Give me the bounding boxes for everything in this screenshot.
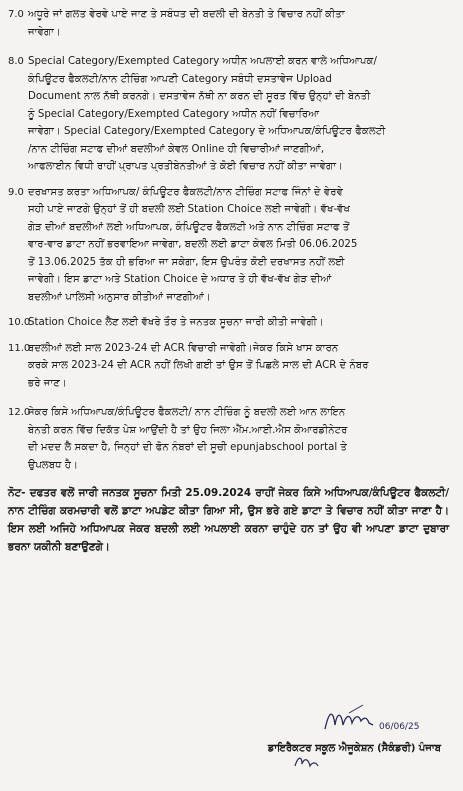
clause-number: 12.0 — [8, 407, 31, 418]
clause-number: 10.0 — [8, 317, 31, 328]
clause-9 — [8, 184, 449, 307]
clause-text: ਬਦਲੀਆਂ ਲਈ ਸਾਲ 2023-24 ਦੀ ACR ਵਿਚਾਰੀ ਜਾਵੇਗੀ।ਜੇਕਰ ਕਿਸੇ ਖਾਸ ਕਾਰਨ ਕਰਕੇ ਸਾਲ 2023-24 ਦੀ ACR ਨਹੀਂ ਲਿਖੀ ਗਈ ਤਾਂ ਉਸ ਤੋਂ ਪਿਛਲੇ ਸਾਲ ਦੀ ACR ਦੇ ਨੰਬਰ ਭਰੇ ਜਾਣ। — [28, 342, 369, 389]
clause-text: Special Category/Exempted Category ਅਧੀਨ ਅਪਲਾਈ ਕਰਨ ਵਾਲੇ ਅਧਿਆਪਕ/ ਕੰਪਿਊਟਰ ਫੈਕਲਟੀ/ਨਾਨ ਟੀਚਿੰਗ ਆਪਣੀ Category ਸਬੰਧੀ ਦਸਤਾਵੇਜ Upload Document ਨਾਲ ਨੱਥੀ ਕਰਨਗੇ। ਦਸਤਾਵੇਜ ਨੱਥੀ ਨਾ ਕਰਨ ਦੀ ਸੂਰਤ ਵਿੱਚ ਉਨ੍ਹਾਂ ਦੀ ਬੇਨਤੀ ਨੂੰ Special Category/Exempted Category ਅਧੀਨ ਨਹੀਂ ਵਿਚਾਰਿਆ ਜਾਵੇਗਾ। Special Category/Exempted Category ਦੇ ਅਧਿਆਪਕ/ਕੰਪਿਊਟਰ ਫੈਕਲਟੀ /ਨਾਨ ਟੀਚਿੰਗ ਸਟਾਫ ਦੀਆਂ ਬਦਲੀਆਂ ਕੇਵਲ Online ਹੀ ਵਿਚਾਰੀਆਂ ਜਾਣਗੀਆਂ, ਆਫਲਾਈਨ ਵਿਧੀ ਰਾਹੀਂ ਪ੍ਰਾਪਤ ਪ੍ਰਤੀਬੇਨਤੀਆਂ ਤੇ ਕੋਈ ਵਿਚਾਰ ਨਹੀਂ ਕੀਤਾ ਜਾਵੇਗਾ। — [28, 56, 386, 172]
clause-number: 9.0 — [8, 186, 24, 198]
clause-text: ਅਧੂਰੇ ਜਾਂ ਗਲਤ ਵੇਰਵੇ ਪਾਏ ਜਾਣ ਤੇ ਸਬੰਧਤ ਦੀ ਬਦਲੀ ਦੀ ਬੇਨਤੀ ਤੇ ਵਿਚਾਰ ਨਹੀਂ ਕੀਤਾ ਜਾਵੇਗਾ। — [28, 9, 345, 38]
clause-text: ਦਰਖਾਸਤ ਕਰਤਾ ਅਧਿਆਪਕ/ ਕੰਪਿਊਟਰ ਫੈਕਲਟੀ/ਨਾਨ ਟੀਚਿੰਗ ਸਟਾਫ ਜਿੰਨਾਂ ਦੇ ਵੇਰਵੇ ਸਹੀ ਪਾਏ ਜਾਣਗੇ ਉਨ੍ਹਾਂ ਤੋਂ ਹੀ ਬਦਲੀ ਲਈ Station Choice ਲਈ ਜਾਵੇਗੀ। ਵੱਖ-ਵੱਖ ਗੇੜ ਦੀਆਂ ਬਦਲੀਆਂ ਲਈ ਅਧਿਆਪਕ, ਕੰਪਿਊਟਰ ਫੈਕਲਟੀ ਅਤੇ ਨਾਨ ਟੀਚਿੰਗ ਸਟਾਫ ਤੋਂ ਵਾਰ-ਵਾਰ ਡਾਟਾ ਨਹੀਂ ਭਰਵਾਇਆ ਜਾਵੇਗਾ, ਬਦਲੀ ਲਈ ਡਾਟਾ ਕੇਵਲ ਮਿਤੀ 06.06.2025 ਤੋਂ 13.06.2025 ਤੱਕ ਹੀ ਭਰਿਆ ਜਾ ਸਕੇਗਾ, ਇਸ ਉਪਰੰਤ ਕੋਈ ਦਰਖਾਸਤ ਨਹੀਂ ਲਈ ਜਾਵੇਗੀ। ਇਸ ਡਾਟਾ ਅਤੇ Station Choice ਦੇ ਅਧਾਰ ਤੇ ਹੀ ਵੱਖ-ਵੱਖ ਗੇੜ ਦੀਆਂ ਬਦਲੀਆਂ ਪਾਲਿਸੀ ਅਨੁਸਾਰ ਕੀਤੀਆਂ ਜਾਣਗੀਆਂ। — [28, 186, 358, 303]
clause-11 — [8, 340, 449, 393]
clause-number: 7.0 — [8, 9, 24, 20]
initials-icon — [292, 754, 320, 770]
note-paragraph: ਨੋਟ- ਦਫਤਰ ਵਲੋਂ ਜਾਰੀ ਜਨਤਕ ਸੂਚਨਾ ਮਿਤੀ 25.09.2024 ਰਾਹੀਂ ਜੇਕਰ ਕਿਸੇ ਅਧਿਆਪਕ/ਕੰਪਿਊਟਰ ਫੈਕਲਟੀ/ਨਾਨ ਟੀਚਿੰਗ ਕਰਮਚਾਰੀ ਵਲੋਂ ਡਾਟਾ ਅਪਡੇਟ ਕੀਤਾ ਗਿਆ ਸੀ, ਉਸ ਭਰੇ ਗਏ ਡਾਟਾ ਤੇ ਵਿਚਾਰ ਨਹੀਂ ਕੀਤਾ ਜਾਣਾ ਹੈ। ਇਸ ਲਈ ਅਜਿਹੇ ਅਧਿਆਪਕ ਜੇਕਰ ਬਦਲੀ ਲਈ ਅਪਲਾਈ ਕਰਨਾ ਚਾਹੁੰਦੇ ਹਨ ਤਾਂ ਉਹ ਵੀ ਆਪਣਾ ਡਾਟਾ ਦੁਬਾਰਾ ਭਰਨਾ ਯਕੀਨੀ ਬਣਾਉਣਗੇ। — [8, 487, 449, 553]
signature-icon — [319, 703, 439, 737]
clause-10 — [8, 314, 449, 332]
clause-text: ਜੇਕਰ ਕਿਸੇ ਅਧਿਆਪਕ/ਕੰਪਿਊਟਰ ਫੈਕਲਟੀ/ ਨਾਨ ਟੀਚਿੰਗ ਨੂੰ ਬਦਲੀ ਲਈ ਆਨ ਲਾਇਨ ਬੇਨਤੀ ਕਰਨ ਵਿੱਚ ਦਿਕੱਤ ਪੇਸ਼ ਆਉਂਦੀ ਹੈ ਤਾਂ ਉਹ ਜਿਲਾ ਐੱਮ.ਆਈ.ਐਸ ਕੋਆਰਡੀਨੇਟਰ ਦੀ ਮਦਦ ਲੈ ਸਕਦਾ ਹੈ, ਜਿਨ੍ਹਾਂ ਦੀ ਫੋਨ ਨੰਬਰਾਂ ਦੀ ਸੂਚੀ epunjabschool portal ਤੇ ਉਪਲਬਧ ਹੈ। — [28, 407, 348, 471]
clause-8 — [8, 53, 449, 176]
clause-text: Station Choice ਲੈਣ ਲਈ ਵੱਖਰੇ ਤੌਰ ਤੇ ਜਨਤਕ ਸੂਚਨਾ ਜਾਰੀ ਕੀਤੀ ਜਾਵੇਗੀ। — [28, 317, 324, 328]
signer-designation: ਡਾਇਰੈਕਟਰ ਸਕੂਲ ਐਜੂਕੇਸ਼ਨ (ਸੈਕੰਡਰੀ) ਪੰਜਾਬ — [267, 743, 441, 754]
clause-number: 8.0 — [8, 56, 24, 67]
clause-number: 11.0 — [8, 342, 31, 354]
clause-7 — [8, 6, 449, 41]
signature-date: 06/06/25 — [379, 722, 420, 732]
clause-12 — [8, 404, 449, 474]
